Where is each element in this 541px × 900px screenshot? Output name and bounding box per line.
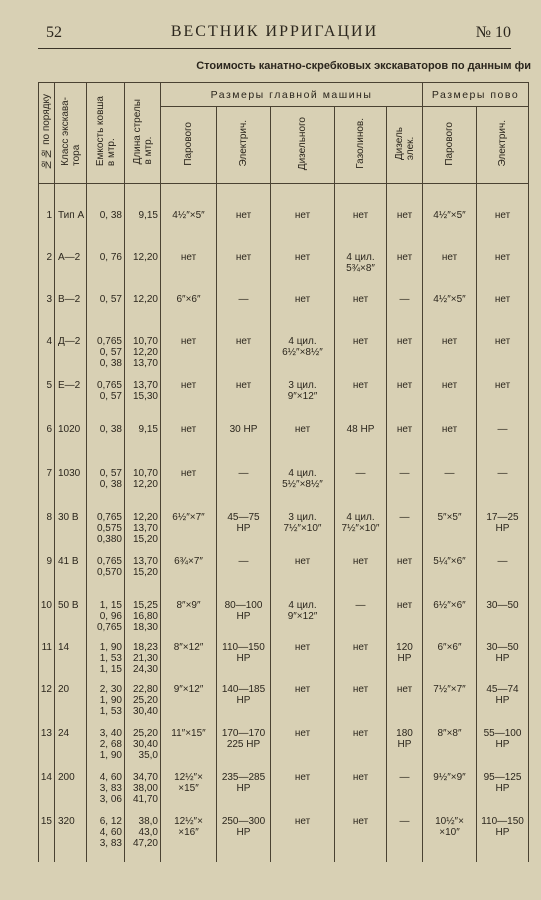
row-gasoline: нет xyxy=(335,812,387,862)
row-steam: нет xyxy=(161,248,217,290)
row-diesel-elec: нет xyxy=(387,420,423,464)
row-electric: нет xyxy=(217,248,271,290)
row-class: В—2 xyxy=(55,290,87,332)
row-num: 10 xyxy=(39,596,55,638)
row-num: 3 xyxy=(39,290,55,332)
row-steam: 11″×15″ xyxy=(161,724,217,768)
row-boom: 13,70 15,20 xyxy=(125,552,161,596)
row-num: 14 xyxy=(39,768,55,812)
row-steam: нет xyxy=(161,464,217,508)
row-steam2: 9½″×9″ xyxy=(423,768,477,812)
row-class: 20 xyxy=(55,680,87,724)
row-electric: 250—300 НР xyxy=(217,812,271,862)
table-row xyxy=(39,768,529,812)
row-steam2: нет xyxy=(423,376,477,420)
row-gasoline: нет xyxy=(335,290,387,332)
row-electric2: 30—50 НР xyxy=(477,638,529,680)
row-num: 15 xyxy=(39,812,55,862)
table-row xyxy=(39,596,529,638)
row-bucket: 1, 15 0, 96 0,765 xyxy=(87,596,125,638)
row-steam: 6¾×7″ xyxy=(161,552,217,596)
row-electric2: 55—100 НР xyxy=(477,724,529,768)
excavator-table xyxy=(38,82,529,862)
row-electric: 80—100 НР xyxy=(217,596,271,638)
table-caption: Стоимость канатно-скребковых экскаваторов по данным фи xyxy=(196,60,531,72)
row-diesel: нет xyxy=(271,812,335,862)
row-electric2: 95—125 НР xyxy=(477,768,529,812)
row-num: 9 xyxy=(39,552,55,596)
row-bucket: 0, 76 xyxy=(87,248,125,290)
row-class: 30 В xyxy=(55,508,87,552)
table-row xyxy=(39,552,529,596)
row-electric: 140—185 НР xyxy=(217,680,271,724)
row-gasoline: нет xyxy=(335,206,387,248)
row-class: 1030 xyxy=(55,464,87,508)
row-diesel-elec: нет xyxy=(387,552,423,596)
table-row xyxy=(39,332,529,376)
row-boom: 12,20 13,70 15,20 xyxy=(125,508,161,552)
row-steam2: — xyxy=(423,464,477,508)
row-gasoline: 48 НР xyxy=(335,420,387,464)
col-header-steam2: Парового xyxy=(423,107,477,184)
row-diesel: нет xyxy=(271,638,335,680)
row-electric: — xyxy=(217,290,271,332)
row-electric2: нет xyxy=(477,376,529,420)
row-diesel-elec: 120 НР xyxy=(387,638,423,680)
row-num: 2 xyxy=(39,248,55,290)
table-row xyxy=(39,724,529,768)
row-electric2: нет xyxy=(477,206,529,248)
table-row xyxy=(39,812,529,862)
row-diesel-elec: нет xyxy=(387,680,423,724)
row-bucket: 3, 40 2, 68 1, 90 xyxy=(87,724,125,768)
row-boom: 10,70 12,20 13,70 xyxy=(125,332,161,376)
row-diesel: нет xyxy=(271,206,335,248)
row-boom: 12,20 xyxy=(125,290,161,332)
row-bucket: 2, 30 1, 90 1, 53 xyxy=(87,680,125,724)
col-header-electric2: Электрич. xyxy=(477,107,529,184)
table-row xyxy=(39,290,529,332)
row-diesel: 3 цил. 9″×12″ xyxy=(271,376,335,420)
row-steam2: 8″×8″ xyxy=(423,724,477,768)
row-num: 7 xyxy=(39,464,55,508)
row-num: 8 xyxy=(39,508,55,552)
row-class: 50 В xyxy=(55,596,87,638)
row-gasoline: нет xyxy=(335,724,387,768)
row-boom: 10,70 12,20 xyxy=(125,464,161,508)
row-class: 320 xyxy=(55,812,87,862)
row-bucket: 0, 57 xyxy=(87,290,125,332)
row-diesel: 3 цил. 7½″×10″ xyxy=(271,508,335,552)
row-electric2: 30—50 xyxy=(477,596,529,638)
row-class: 14 xyxy=(55,638,87,680)
row-bucket: 6, 12 4, 60 3, 83 xyxy=(87,812,125,862)
row-steam: 6½″×7″ xyxy=(161,508,217,552)
row-steam2: 10½″× ×10″ xyxy=(423,812,477,862)
row-diesel-elec: нет xyxy=(387,206,423,248)
row-bucket: 0,765 0,575 0,380 xyxy=(87,508,125,552)
row-class: 200 xyxy=(55,768,87,812)
row-steam: 12½″× ×15″ xyxy=(161,768,217,812)
row-boom: 9,15 xyxy=(125,420,161,464)
row-electric2: нет xyxy=(477,248,529,290)
row-steam: 8″×12″ xyxy=(161,638,217,680)
col-header-gasoline: Газолинов. xyxy=(335,107,387,184)
row-steam2: 7½″×7″ xyxy=(423,680,477,724)
row-electric: — xyxy=(217,464,271,508)
row-diesel: нет xyxy=(271,724,335,768)
row-electric2: 45—74 НР xyxy=(477,680,529,724)
table-row xyxy=(39,464,529,508)
row-electric: нет xyxy=(217,332,271,376)
row-diesel: нет xyxy=(271,768,335,812)
row-steam: 4½″×5″ xyxy=(161,206,217,248)
row-gasoline: нет xyxy=(335,552,387,596)
row-diesel-elec: — xyxy=(387,508,423,552)
col-header-class: Класс экскава- тора xyxy=(55,83,87,184)
row-diesel: 4 цил. 9″×12″ xyxy=(271,596,335,638)
row-electric: нет xyxy=(217,376,271,420)
row-num: 4 xyxy=(39,332,55,376)
row-steam2: 5″×5″ xyxy=(423,508,477,552)
row-bucket: 1, 90 1, 53 1, 15 xyxy=(87,638,125,680)
row-diesel: 4 цил. 5½″×8½″ xyxy=(271,464,335,508)
row-diesel: нет xyxy=(271,552,335,596)
row-boom: 34,70 38,00 41,70 xyxy=(125,768,161,812)
row-steam2: 6½″×6″ xyxy=(423,596,477,638)
row-electric: 235—285 НР xyxy=(217,768,271,812)
col-header-num: №№ по порядку xyxy=(39,83,55,184)
row-steam2: нет xyxy=(423,332,477,376)
row-num: 1 xyxy=(39,206,55,248)
group-header-swing: Размеры пово xyxy=(423,83,529,107)
row-boom: 38,0 43,0 47,20 xyxy=(125,812,161,862)
row-electric2: — xyxy=(477,464,529,508)
row-steam: нет xyxy=(161,332,217,376)
row-diesel-elec: нет xyxy=(387,332,423,376)
row-boom: 9,15 xyxy=(125,206,161,248)
row-steam2: 5¼″×6″ xyxy=(423,552,477,596)
table-row xyxy=(39,206,529,248)
row-electric: нет xyxy=(217,206,271,248)
row-diesel: нет xyxy=(271,290,335,332)
row-gasoline: 4 цил. 7½″×10″ xyxy=(335,508,387,552)
spacer-row xyxy=(39,184,529,207)
row-steam2: нет xyxy=(423,420,477,464)
col-header-diesel: Дизельного xyxy=(271,107,335,184)
row-boom: 22,80 25,20 30,40 xyxy=(125,680,161,724)
row-diesel-elec: нет xyxy=(387,376,423,420)
row-boom: 13,70 15,30 xyxy=(125,376,161,420)
row-num: 6 xyxy=(39,420,55,464)
row-class: 1020 xyxy=(55,420,87,464)
group-header-main: Размеры главной машины xyxy=(161,83,423,107)
page-header xyxy=(38,22,511,46)
row-steam: нет xyxy=(161,420,217,464)
row-class: А—2 xyxy=(55,248,87,290)
row-electric2: — xyxy=(477,420,529,464)
row-diesel: нет xyxy=(271,420,335,464)
table-body xyxy=(39,184,529,863)
row-electric: 110—150 НР xyxy=(217,638,271,680)
row-steam: нет xyxy=(161,376,217,420)
row-electric2: — xyxy=(477,552,529,596)
row-diesel-elec: — xyxy=(387,464,423,508)
row-diesel: 4 цил. 6½″×8½″ xyxy=(271,332,335,376)
row-steam2: 6″×6″ xyxy=(423,638,477,680)
col-header-bucket: Емкость ковша в мтр. xyxy=(87,83,125,184)
row-diesel-elec: нет xyxy=(387,248,423,290)
row-electric2: нет xyxy=(477,290,529,332)
row-bucket: 0, 38 xyxy=(87,420,125,464)
row-steam: 6″×6″ xyxy=(161,290,217,332)
col-header-steam: Парового xyxy=(161,107,217,184)
row-diesel-elec: нет xyxy=(387,596,423,638)
row-diesel-elec: 180 НР xyxy=(387,724,423,768)
row-bucket: 0,765 0, 57 0, 38 xyxy=(87,332,125,376)
row-diesel-elec: — xyxy=(387,812,423,862)
row-gasoline: нет xyxy=(335,332,387,376)
row-class: Тип А xyxy=(55,206,87,248)
row-boom: 15,25 16,80 18,30 xyxy=(125,596,161,638)
row-bucket: 4, 60 3, 83 3, 06 xyxy=(87,768,125,812)
row-steam2: нет xyxy=(423,248,477,290)
table-row xyxy=(39,420,529,464)
table-row xyxy=(39,508,529,552)
table-row xyxy=(39,248,529,290)
row-class: Е—2 xyxy=(55,376,87,420)
col-header-electric: Электрич. xyxy=(217,107,271,184)
table-row xyxy=(39,680,529,724)
row-gasoline: нет xyxy=(335,376,387,420)
row-steam2: 4½″×5″ xyxy=(423,206,477,248)
row-class: 24 xyxy=(55,724,87,768)
table-row xyxy=(39,376,529,420)
row-gasoline: нет xyxy=(335,638,387,680)
row-class: Д—2 xyxy=(55,332,87,376)
row-gasoline: нет xyxy=(335,680,387,724)
col-header-boom: Длина стрелы в мтр. xyxy=(125,83,161,184)
row-boom: 12,20 xyxy=(125,248,161,290)
row-gasoline: — xyxy=(335,596,387,638)
row-bucket: 0, 38 xyxy=(87,206,125,248)
row-gasoline: нет xyxy=(335,768,387,812)
row-diesel: нет xyxy=(271,248,335,290)
row-boom: 18,23 21,30 24,30 xyxy=(125,638,161,680)
journal-title: ВЕСТНИК ИРРИГАЦИИ xyxy=(170,23,379,40)
col-header-diesel-elec: Дизель элек. xyxy=(387,107,423,184)
row-num: 11 xyxy=(39,638,55,680)
row-electric: — xyxy=(217,552,271,596)
page-number: 52 xyxy=(46,24,62,41)
row-electric2: 110—150 НР xyxy=(477,812,529,862)
row-electric: 45—75 НР xyxy=(217,508,271,552)
row-electric2: нет xyxy=(477,332,529,376)
row-electric: 30 НР xyxy=(217,420,271,464)
row-diesel-elec: — xyxy=(387,768,423,812)
row-steam: 9″×12″ xyxy=(161,680,217,724)
issue-number: № 10 xyxy=(475,24,511,41)
row-boom: 25,20 30,40 35,0 xyxy=(125,724,161,768)
row-bucket: 0,765 0,570 xyxy=(87,552,125,596)
row-electric: 170—170 225 НР xyxy=(217,724,271,768)
row-steam: 12½″× ×16″ xyxy=(161,812,217,862)
row-num: 5 xyxy=(39,376,55,420)
row-gasoline: — xyxy=(335,464,387,508)
row-num: 13 xyxy=(39,724,55,768)
row-bucket: 0,765 0, 57 xyxy=(87,376,125,420)
row-bucket: 0, 57 0, 38 xyxy=(87,464,125,508)
table-row xyxy=(39,638,529,680)
row-num: 12 xyxy=(39,680,55,724)
row-electric2: 17—25 НР xyxy=(477,508,529,552)
row-class: 41 В xyxy=(55,552,87,596)
row-gasoline: 4 цил. 5¾×8″ xyxy=(335,248,387,290)
row-diesel-elec: — xyxy=(387,290,423,332)
row-steam: 8″×9″ xyxy=(161,596,217,638)
row-steam2: 4½″×5″ xyxy=(423,290,477,332)
row-diesel: нет xyxy=(271,680,335,724)
header-rule xyxy=(38,48,511,49)
